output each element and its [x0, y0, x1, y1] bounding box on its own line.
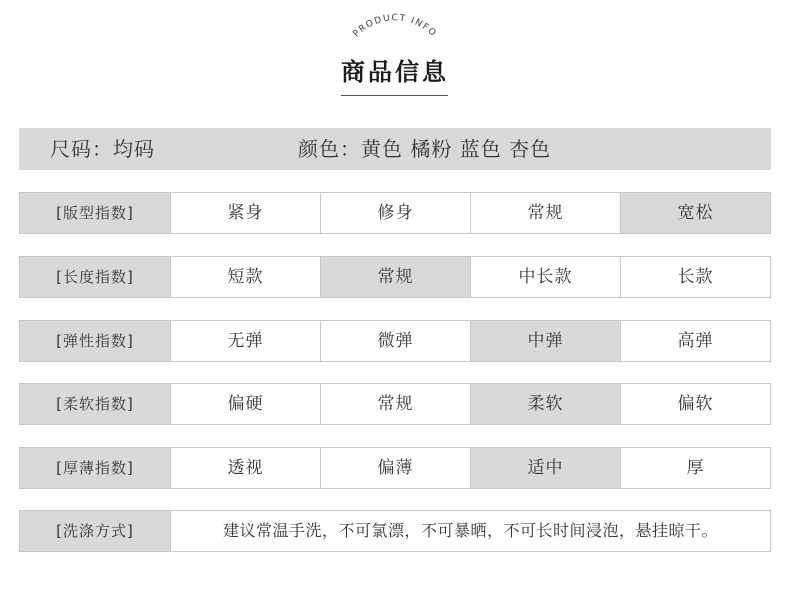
size-info: 尺码：均码: [50, 137, 155, 161]
svg-text:PRODUCT INFO: [352, 13, 439, 39]
row-label: [厚薄指数]: [20, 448, 170, 488]
row-length-index: [19, 256, 771, 298]
option-cell: 适中: [470, 448, 620, 488]
color-info: 颜色：黄色 橘粉 蓝色 杏色: [298, 137, 552, 161]
row-wash-method: [19, 510, 771, 552]
option-cell: 厚: [620, 448, 770, 488]
row-label: [长度指数]: [20, 257, 170, 297]
row-thickness-index: [19, 447, 771, 489]
option-cell: 短款: [170, 257, 320, 297]
option-cell: 中弹: [470, 321, 620, 361]
option-cell: 高弹: [620, 321, 770, 361]
option-cell: 紧身: [170, 193, 320, 233]
product-info-header: [0, 0, 790, 100]
option-cell: 常规: [320, 257, 470, 297]
row-fit-index: [19, 192, 771, 234]
option-cell: 宽松: [620, 193, 770, 233]
option-cell: 常规: [470, 193, 620, 233]
option-cell: 柔软: [470, 384, 620, 424]
row-label: [版型指数]: [20, 193, 170, 233]
row-label: [洗涤方式]: [20, 511, 170, 551]
option-cell: 微弹: [320, 321, 470, 361]
option-cell: 无弹: [170, 321, 320, 361]
option-cell: 偏软: [620, 384, 770, 424]
wash-instructions: 建议常温手洗，不可氯漂，不可暴晒，不可长时间浸泡，悬挂晾干。: [170, 511, 770, 551]
title-underline: [341, 95, 448, 96]
page-title: 商品信息: [341, 58, 449, 86]
row-elasticity-index: [19, 320, 771, 362]
option-cell: 透视: [170, 448, 320, 488]
option-cell: 偏薄: [320, 448, 470, 488]
row-softness-index: [19, 383, 771, 425]
row-label: [弹性指数]: [20, 321, 170, 361]
subtitle-en: PRODUCT INFO: [351, 13, 439, 40]
option-cell: 长款: [620, 257, 770, 297]
option-cell: 修身: [320, 193, 470, 233]
option-cell: 中长款: [470, 257, 620, 297]
option-cell: 偏硬: [170, 384, 320, 424]
row-label: [柔软指数]: [20, 384, 170, 424]
size-color-bar: [19, 128, 771, 170]
option-cell: 常规: [320, 384, 470, 424]
